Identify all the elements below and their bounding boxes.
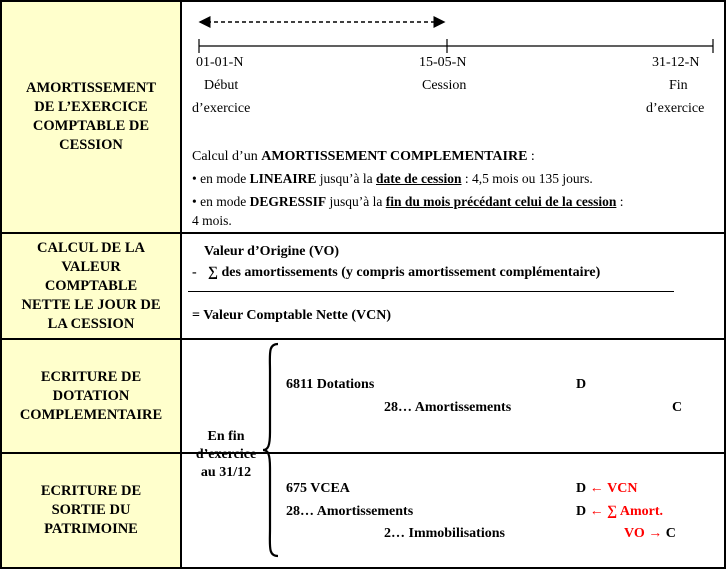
label-line: NETTE LE JOUR DE — [21, 296, 161, 313]
arrow-left-icon: ← — [589, 481, 604, 496]
label-line: COMPLEMENTAIRE — [19, 406, 163, 423]
label-line: DOTATION — [52, 387, 130, 404]
bullet2-continuation: 4 mois. — [192, 213, 232, 228]
row-sortie — [1, 453, 725, 568]
label-line: CALCUL DE LA — [37, 239, 145, 256]
end-date: 31-12-N — [652, 55, 700, 70]
entry1-debit: D — [576, 377, 587, 392]
label-dotation — [1, 339, 181, 453]
bullet1-mid: jusqu’à la — [316, 171, 376, 186]
label-sortie — [1, 453, 181, 568]
label-amortissement — [1, 1, 181, 233]
label-line: COMPTABLE DE — [32, 118, 150, 134]
line2-account: 28… Amortissements — [286, 504, 414, 519]
sum-line: ∑ des amortissements (y compris amortissement complémentaire) — [208, 265, 601, 280]
bullet-lineaire — [192, 168, 593, 189]
bullet-degressif — [192, 191, 624, 212]
label-line: AMORTISSEMENT — [25, 80, 156, 96]
bullet2-mid: jusqu’à la — [326, 194, 386, 209]
minus-sign: - — [192, 265, 197, 280]
label-line: DE L’EXERCICE — [34, 99, 148, 115]
label-line: ECRITURE DE — [40, 368, 142, 385]
vcn-separator — [188, 291, 674, 292]
label-line: COMPTABLE — [44, 277, 138, 294]
brace-text-line: au 31/12 — [200, 465, 252, 480]
start-label-2: d’exercice — [192, 101, 251, 116]
label-line: SORTIE DU — [51, 502, 131, 518]
bullet1-mode: LINEAIRE — [249, 171, 317, 186]
bullet1-pre: • en mode — [192, 171, 250, 186]
start-date: 01-01-N — [196, 55, 244, 70]
brace-text-line: d’exercice — [195, 447, 257, 462]
line2-note: ∑ Amort. — [607, 504, 663, 519]
line2-debit: D — [576, 504, 587, 519]
vo-line: Valeur d’Origine (VO) — [204, 244, 340, 259]
vcn-line: = Valeur Comptable Nette (VCN) — [192, 308, 392, 323]
bullet1-emph: date de cession — [376, 171, 462, 186]
content-amortissement — [181, 1, 725, 233]
arrow-left-icon: ← — [589, 504, 604, 519]
calc-bold: AMORTISSEMENT COMPLEMENTAIRE — [261, 149, 528, 164]
entry2-credit: C — [672, 400, 683, 415]
bullet2-mode: DEGRESSIF — [249, 194, 327, 209]
bullet2-post: : — [616, 194, 624, 209]
label-line: ECRITURE DE — [40, 483, 142, 499]
label-line: CESSION — [59, 137, 123, 153]
bullet1-post: : 4,5 mois ou 135 jours. — [461, 171, 593, 186]
bullet2-pre: • en mode — [192, 194, 250, 209]
line2-annot — [576, 504, 663, 520]
brace-text — [186, 428, 266, 482]
content-vcn — [181, 233, 725, 339]
brace-text-line: En fin — [207, 429, 245, 444]
row-vcn — [1, 233, 725, 339]
calc-end: : — [527, 149, 535, 164]
row-amortissement — [1, 1, 725, 233]
start-label-1: Début — [204, 78, 239, 93]
line3-note: VO — [624, 526, 645, 541]
end-label-1: Fin — [669, 78, 688, 93]
calc-intro: Calcul d’un — [192, 149, 262, 164]
line1-debit: D — [576, 481, 587, 496]
line3-annot — [624, 526, 676, 542]
row-dotation — [1, 339, 725, 453]
line1-note: VCN — [607, 481, 638, 496]
line1-annot — [576, 481, 637, 497]
arrow-right-icon: → — [648, 526, 663, 541]
calc-line — [192, 146, 535, 167]
timeline-arrows — [182, 2, 726, 62]
line3-credit: C — [665, 526, 676, 541]
entry2-account: 28… Amortissements — [384, 400, 512, 415]
mid-date: 15-05-N — [419, 55, 467, 70]
entry1-account: 6811 Dotations — [286, 377, 375, 392]
label-line: VALEUR — [61, 258, 121, 275]
bullet2-emph: fin du mois précédant celui de la cession — [385, 194, 617, 209]
label-line: PATRIMOINE — [44, 521, 138, 537]
label-line: LA CESSION — [47, 315, 135, 332]
label-vcn — [1, 233, 181, 339]
end-label-2: d’exercice — [646, 101, 705, 116]
line1-account: 675 VCEA — [286, 481, 350, 496]
mid-label: Cession — [422, 78, 467, 93]
line3-account: 2… Immobilisations — [384, 526, 505, 541]
